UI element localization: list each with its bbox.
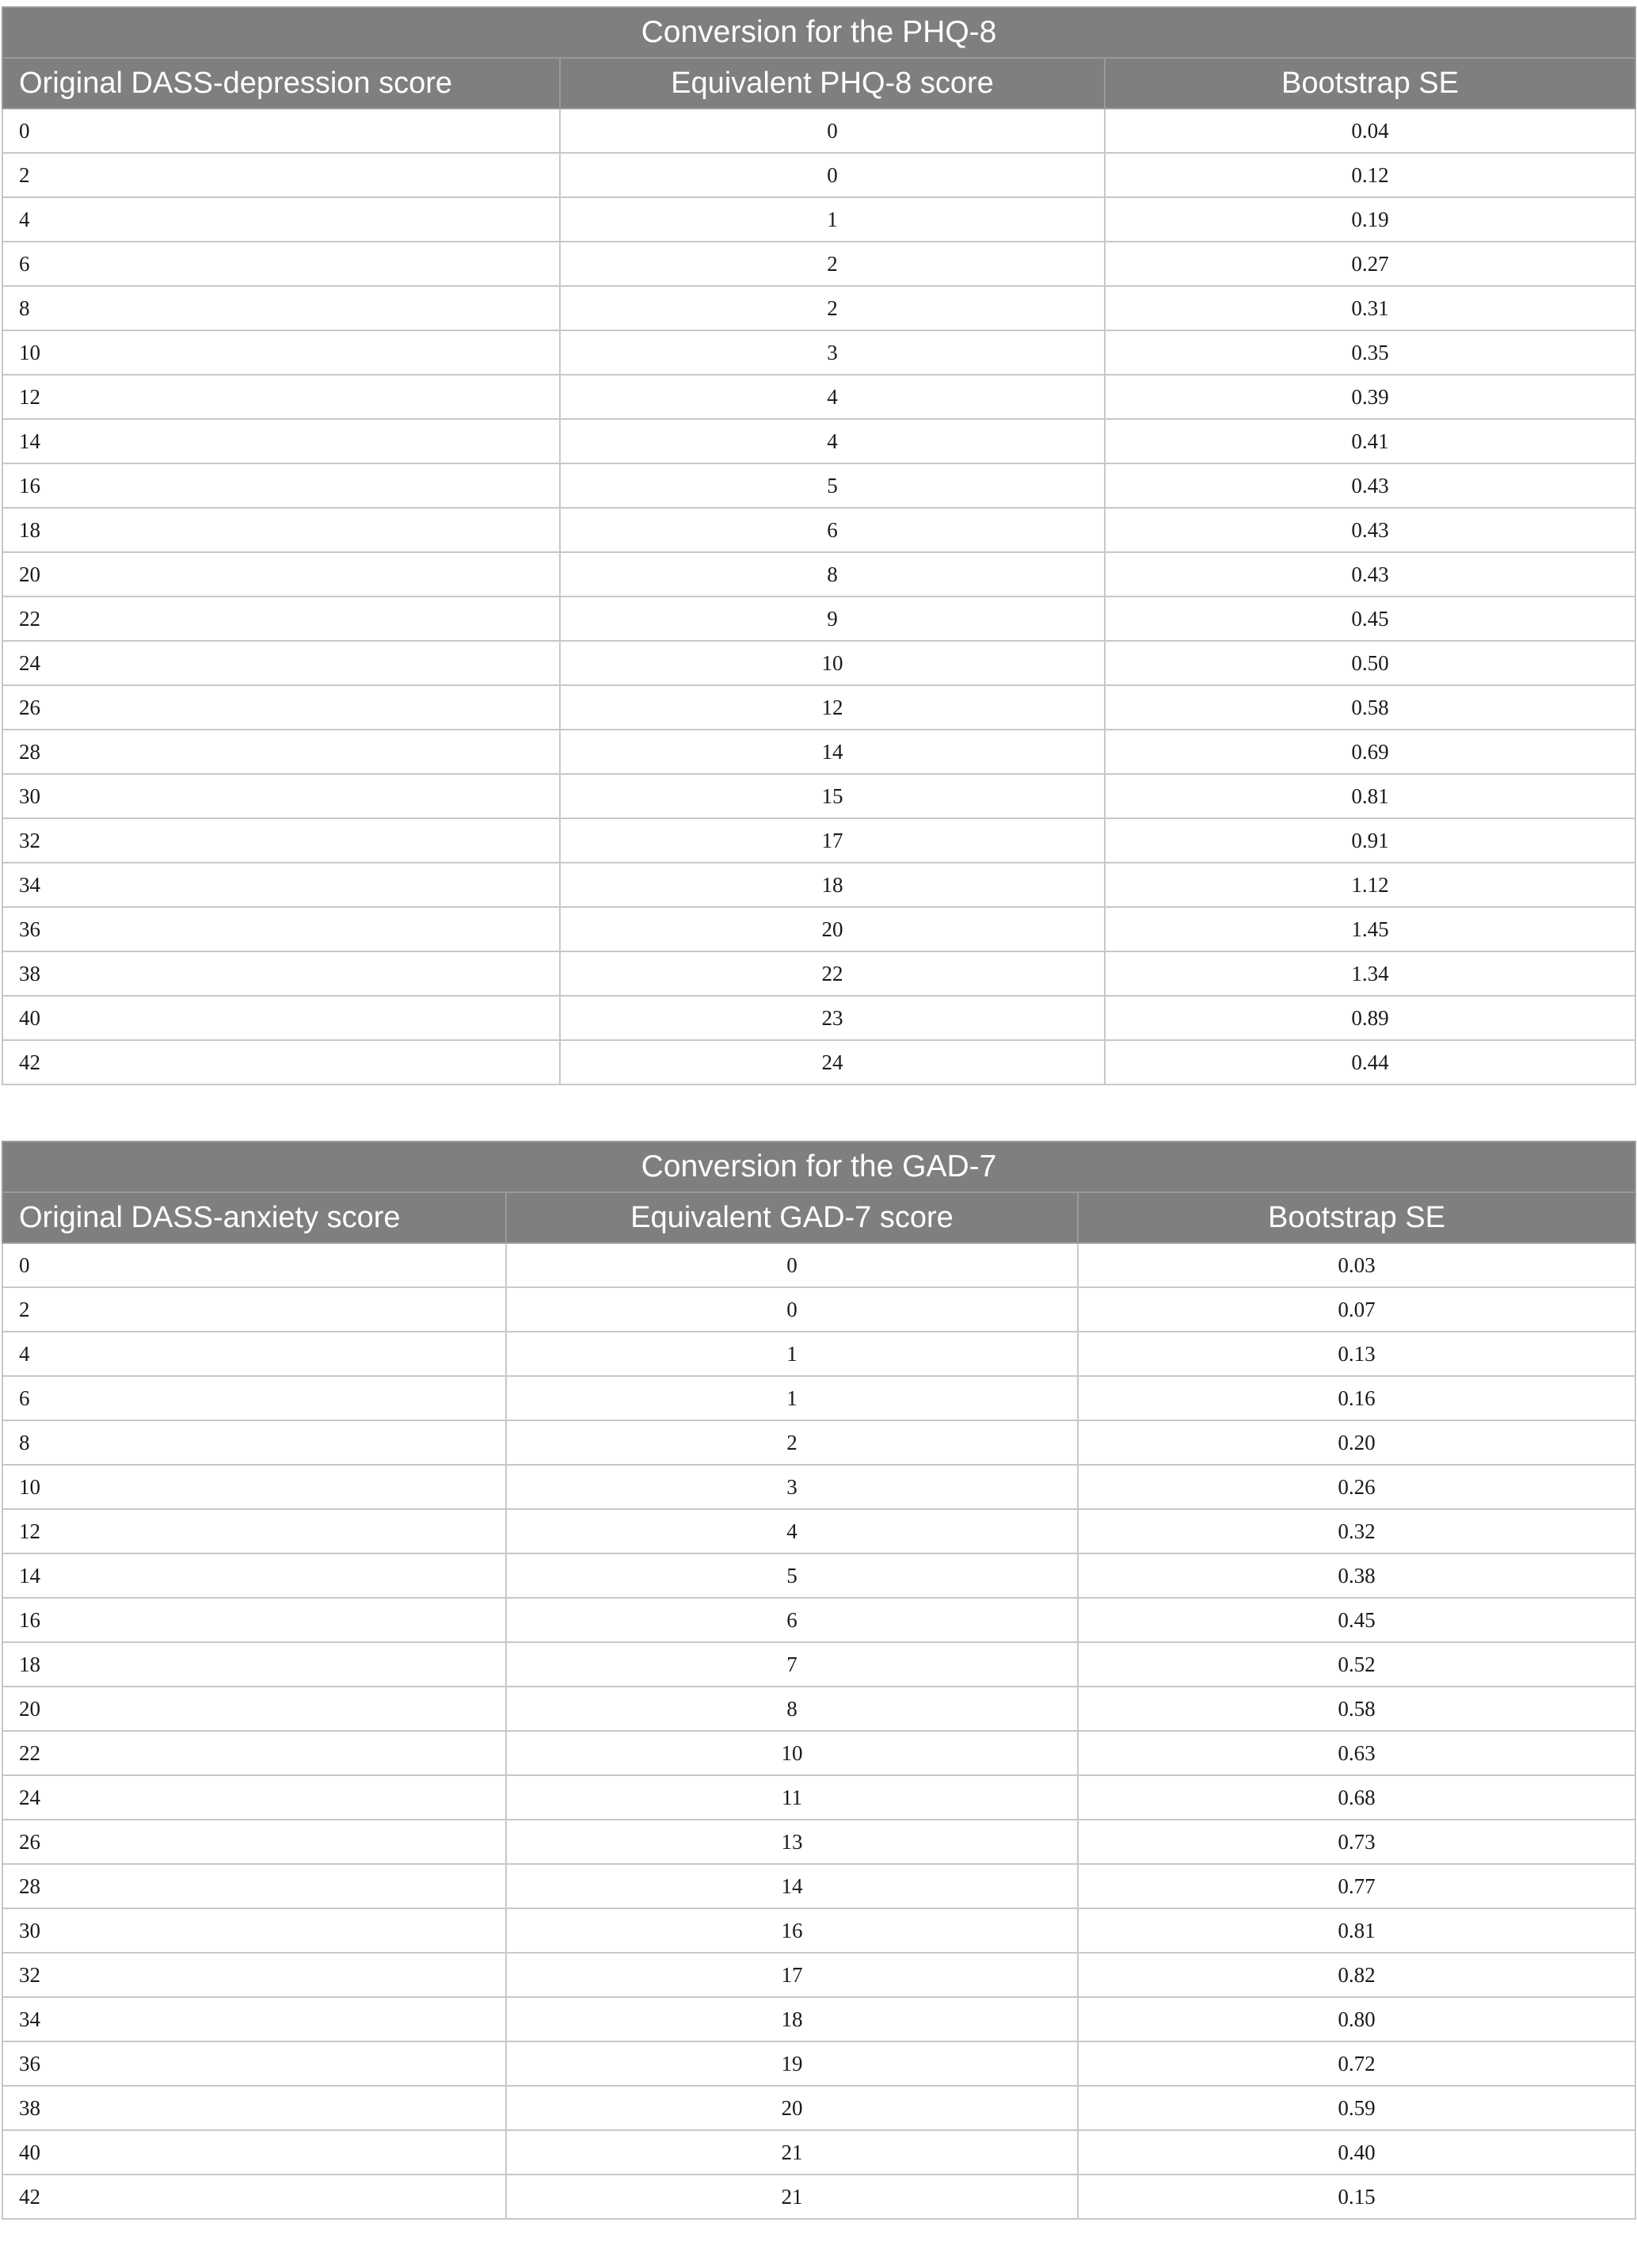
equivalent-score-cell: 4 [560, 375, 1105, 419]
equivalent-score-cell: 18 [506, 1997, 1078, 2041]
table-row [2, 1287, 1635, 1332]
dass-score-cell: 26 [2, 685, 560, 730]
bootstrap-se-cell: 0.32 [1078, 1509, 1635, 1553]
equivalent-score-cell: 13 [506, 1820, 1078, 1864]
column-header-equivalent-score: Equivalent GAD-7 score [506, 1192, 1078, 1243]
equivalent-score-cell: 1 [506, 1376, 1078, 1420]
dass-score-cell: 28 [2, 730, 560, 774]
equivalent-score-cell: 8 [560, 552, 1105, 597]
bootstrap-se-cell: 1.12 [1105, 863, 1635, 907]
equivalent-score-cell: 0 [506, 1287, 1078, 1332]
table-row [2, 1908, 1635, 1953]
table-row [2, 242, 1635, 286]
equivalent-score-cell: 6 [506, 1598, 1078, 1642]
dass-score-cell: 10 [2, 330, 560, 375]
dass-score-cell: 2 [2, 1287, 506, 1332]
dass-score-cell: 0 [2, 109, 560, 153]
equivalent-score-cell: 8 [506, 1687, 1078, 1731]
bootstrap-se-cell: 0.81 [1078, 1908, 1635, 1953]
bootstrap-se-cell: 1.34 [1105, 951, 1635, 996]
bootstrap-se-cell: 0.03 [1078, 1243, 1635, 1287]
table-row [2, 1553, 1635, 1598]
phq8-conversion-table [2, 6, 1636, 1085]
equivalent-score-cell: 14 [506, 1864, 1078, 1908]
table-row [2, 2041, 1635, 2086]
equivalent-score-cell: 5 [560, 463, 1105, 508]
table-row [2, 1731, 1635, 1775]
table-row [2, 552, 1635, 597]
equivalent-score-cell: 0 [560, 109, 1105, 153]
column-header-row [2, 1192, 1635, 1243]
table-row [2, 1953, 1635, 1997]
table-row [2, 1332, 1635, 1376]
equivalent-score-cell: 6 [560, 508, 1105, 552]
table-row [2, 597, 1635, 641]
table-row [2, 1997, 1635, 2041]
dass-score-cell: 16 [2, 1598, 506, 1642]
column-header-dass-score: Original DASS-depression score [2, 58, 560, 109]
dass-score-cell: 28 [2, 1864, 506, 1908]
table-row [2, 1243, 1635, 1287]
dass-score-cell: 40 [2, 996, 560, 1040]
table-row [2, 1376, 1635, 1420]
bootstrap-se-cell: 0.20 [1078, 1420, 1635, 1465]
bootstrap-se-cell: 0.38 [1078, 1553, 1635, 1598]
bootstrap-se-cell: 1.45 [1105, 907, 1635, 951]
dass-score-cell: 18 [2, 508, 560, 552]
table-row [2, 1864, 1635, 1908]
equivalent-score-cell: 21 [506, 2130, 1078, 2175]
dass-score-cell: 22 [2, 1731, 506, 1775]
dass-score-cell: 36 [2, 907, 560, 951]
table-row [2, 1687, 1635, 1731]
dass-score-cell: 20 [2, 1687, 506, 1731]
bootstrap-se-cell: 0.15 [1078, 2175, 1635, 2219]
dass-score-cell: 24 [2, 1775, 506, 1820]
bootstrap-se-cell: 0.12 [1105, 153, 1635, 197]
bootstrap-se-cell: 0.41 [1105, 419, 1635, 463]
equivalent-score-cell: 10 [560, 641, 1105, 685]
dass-score-cell: 6 [2, 242, 560, 286]
equivalent-score-cell: 2 [506, 1420, 1078, 1465]
column-header-row [2, 58, 1635, 109]
bootstrap-se-cell: 0.68 [1078, 1775, 1635, 1820]
equivalent-score-cell: 2 [560, 286, 1105, 330]
bootstrap-se-cell: 0.35 [1105, 330, 1635, 375]
dass-score-cell: 16 [2, 463, 560, 508]
dass-score-cell: 12 [2, 375, 560, 419]
dass-score-cell: 12 [2, 1509, 506, 1553]
dass-score-cell: 38 [2, 951, 560, 996]
dass-score-cell: 4 [2, 1332, 506, 1376]
dass-score-cell: 0 [2, 1243, 506, 1287]
dass-score-cell: 36 [2, 2041, 506, 2086]
table-body [2, 109, 1635, 1084]
table-title: Conversion for the PHQ-8 [2, 7, 1635, 58]
bootstrap-se-cell: 0.26 [1078, 1465, 1635, 1509]
table-row [2, 685, 1635, 730]
bootstrap-se-cell: 0.52 [1078, 1642, 1635, 1687]
column-header-equivalent-score: Equivalent PHQ-8 score [560, 58, 1105, 109]
dass-score-cell: 14 [2, 1553, 506, 1598]
table-body [2, 1243, 1635, 2219]
equivalent-score-cell: 3 [560, 330, 1105, 375]
bootstrap-se-cell: 0.89 [1105, 996, 1635, 1040]
bootstrap-se-cell: 0.16 [1078, 1376, 1635, 1420]
table-row [2, 286, 1635, 330]
equivalent-score-cell: 0 [560, 153, 1105, 197]
dass-score-cell: 30 [2, 1908, 506, 1953]
equivalent-score-cell: 1 [560, 197, 1105, 242]
dass-score-cell: 32 [2, 818, 560, 863]
table-row [2, 951, 1635, 996]
table-row [2, 1775, 1635, 1820]
table-row [2, 1598, 1635, 1642]
table-row [2, 153, 1635, 197]
equivalent-score-cell: 23 [560, 996, 1105, 1040]
table-row [2, 1820, 1635, 1864]
bootstrap-se-cell: 0.43 [1105, 463, 1635, 508]
equivalent-score-cell: 17 [506, 1953, 1078, 1997]
dass-score-cell: 32 [2, 1953, 506, 1997]
equivalent-score-cell: 14 [560, 730, 1105, 774]
bootstrap-se-cell: 0.43 [1105, 508, 1635, 552]
bootstrap-se-cell: 0.81 [1105, 774, 1635, 818]
dass-score-cell: 22 [2, 597, 560, 641]
bootstrap-se-cell: 0.59 [1078, 2086, 1635, 2130]
table-row [2, 419, 1635, 463]
equivalent-score-cell: 19 [506, 2041, 1078, 2086]
table-row [2, 508, 1635, 552]
dass-score-cell: 34 [2, 863, 560, 907]
table-row [2, 1465, 1635, 1509]
dass-score-cell: 26 [2, 1820, 506, 1864]
bootstrap-se-cell: 0.13 [1078, 1332, 1635, 1376]
table-row [2, 1040, 1635, 1084]
column-header-bootstrap-se: Bootstrap SE [1105, 58, 1635, 109]
table-row [2, 907, 1635, 951]
dass-score-cell: 42 [2, 2175, 506, 2219]
bootstrap-se-cell: 0.31 [1105, 286, 1635, 330]
equivalent-score-cell: 3 [506, 1465, 1078, 1509]
equivalent-score-cell: 1 [506, 1332, 1078, 1376]
table-row [2, 330, 1635, 375]
table-row [2, 1642, 1635, 1687]
dass-score-cell: 2 [2, 153, 560, 197]
dass-score-cell: 18 [2, 1642, 506, 1687]
equivalent-score-cell: 12 [560, 685, 1105, 730]
equivalent-score-cell: 4 [506, 1509, 1078, 1553]
equivalent-score-cell: 11 [506, 1775, 1078, 1820]
bootstrap-se-cell: 0.39 [1105, 375, 1635, 419]
equivalent-score-cell: 21 [506, 2175, 1078, 2219]
table-title-row [2, 1142, 1635, 1192]
bootstrap-se-cell: 0.50 [1105, 641, 1635, 685]
table-row [2, 2086, 1635, 2130]
dass-score-cell: 40 [2, 2130, 506, 2175]
table-row [2, 730, 1635, 774]
equivalent-score-cell: 4 [560, 419, 1105, 463]
table-row [2, 863, 1635, 907]
bootstrap-se-cell: 0.45 [1105, 597, 1635, 641]
table-row [2, 641, 1635, 685]
equivalent-score-cell: 20 [560, 907, 1105, 951]
dass-score-cell: 34 [2, 1997, 506, 2041]
bootstrap-se-cell: 0.58 [1105, 685, 1635, 730]
dass-score-cell: 42 [2, 1040, 560, 1084]
table-row [2, 2130, 1635, 2175]
equivalent-score-cell: 7 [506, 1642, 1078, 1687]
equivalent-score-cell: 16 [506, 1908, 1078, 1953]
bootstrap-se-cell: 0.91 [1105, 818, 1635, 863]
equivalent-score-cell: 18 [560, 863, 1105, 907]
bootstrap-se-cell: 0.69 [1105, 730, 1635, 774]
table-row [2, 818, 1635, 863]
table-row [2, 1420, 1635, 1465]
column-header-bootstrap-se: Bootstrap SE [1078, 1192, 1635, 1243]
equivalent-score-cell: 22 [560, 951, 1105, 996]
dass-score-cell: 14 [2, 419, 560, 463]
bootstrap-se-cell: 0.77 [1078, 1864, 1635, 1908]
table-row [2, 463, 1635, 508]
table-title-row [2, 7, 1635, 58]
equivalent-score-cell: 9 [560, 597, 1105, 641]
table-title: Conversion for the GAD-7 [2, 1142, 1635, 1192]
dass-score-cell: 24 [2, 641, 560, 685]
dass-score-cell: 38 [2, 2086, 506, 2130]
dass-score-cell: 30 [2, 774, 560, 818]
equivalent-score-cell: 2 [560, 242, 1105, 286]
equivalent-score-cell: 20 [506, 2086, 1078, 2130]
equivalent-score-cell: 24 [560, 1040, 1105, 1084]
equivalent-score-cell: 15 [560, 774, 1105, 818]
bootstrap-se-cell: 0.82 [1078, 1953, 1635, 1997]
bootstrap-se-cell: 0.45 [1078, 1598, 1635, 1642]
table-row [2, 375, 1635, 419]
bootstrap-se-cell: 0.44 [1105, 1040, 1635, 1084]
bootstrap-se-cell: 0.07 [1078, 1287, 1635, 1332]
gad7-conversion-table [2, 1141, 1636, 2220]
equivalent-score-cell: 5 [506, 1553, 1078, 1598]
table-row [2, 2175, 1635, 2219]
dass-score-cell: 4 [2, 197, 560, 242]
dass-score-cell: 20 [2, 552, 560, 597]
dass-score-cell: 6 [2, 1376, 506, 1420]
table-row [2, 1509, 1635, 1553]
dass-score-cell: 8 [2, 1420, 506, 1465]
bootstrap-se-cell: 0.63 [1078, 1731, 1635, 1775]
table-row [2, 109, 1635, 153]
column-header-dass-score: Original DASS-anxiety score [2, 1192, 506, 1243]
bootstrap-se-cell: 0.40 [1078, 2130, 1635, 2175]
bootstrap-se-cell: 0.72 [1078, 2041, 1635, 2086]
dass-score-cell: 8 [2, 286, 560, 330]
bootstrap-se-cell: 0.58 [1078, 1687, 1635, 1731]
equivalent-score-cell: 0 [506, 1243, 1078, 1287]
bootstrap-se-cell: 0.04 [1105, 109, 1635, 153]
bootstrap-se-cell: 0.27 [1105, 242, 1635, 286]
bootstrap-se-cell: 0.43 [1105, 552, 1635, 597]
equivalent-score-cell: 10 [506, 1731, 1078, 1775]
bootstrap-se-cell: 0.73 [1078, 1820, 1635, 1864]
bootstrap-se-cell: 0.19 [1105, 197, 1635, 242]
table-row [2, 774, 1635, 818]
table-row [2, 996, 1635, 1040]
dass-score-cell: 10 [2, 1465, 506, 1509]
table-row [2, 197, 1635, 242]
bootstrap-se-cell: 0.80 [1078, 1997, 1635, 2041]
equivalent-score-cell: 17 [560, 818, 1105, 863]
